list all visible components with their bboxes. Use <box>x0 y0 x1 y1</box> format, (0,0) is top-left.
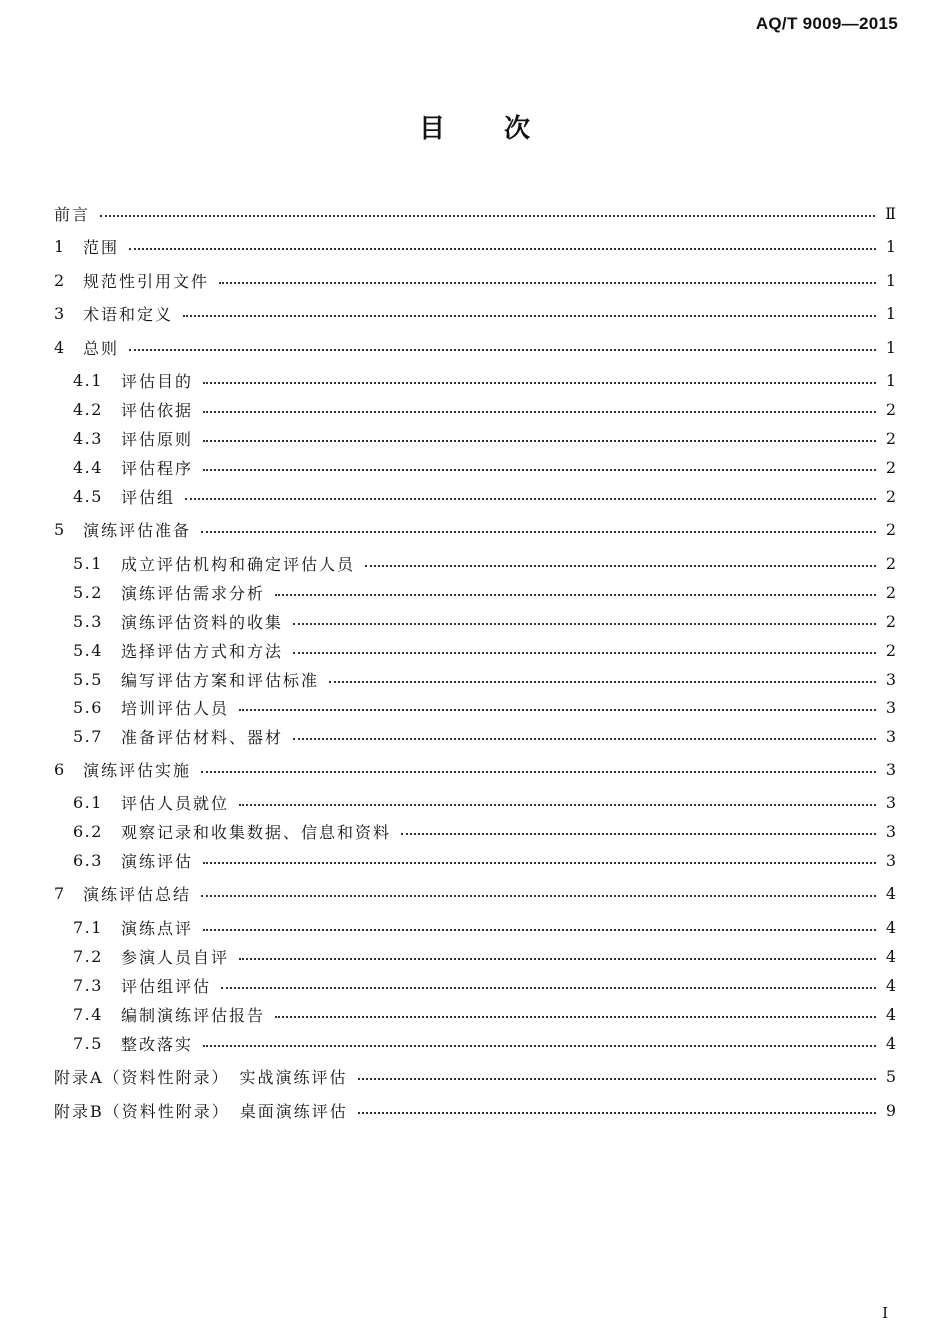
toc-entry-number: 5.1 <box>73 553 103 573</box>
toc-dot-leader <box>358 1112 876 1114</box>
toc-entry-number: 5.7 <box>73 726 103 746</box>
toc-entry-label: 演练评估实施 <box>83 760 192 780</box>
toc-entry[interactable] <box>73 667 896 691</box>
toc-entry-label: 演练评估总结 <box>83 884 192 904</box>
toc-entry-number: 4.5 <box>73 486 103 506</box>
toc-dot-leader <box>203 440 876 442</box>
toc-entry-number: 4.4 <box>73 457 103 477</box>
toc-entry[interactable] <box>54 881 896 905</box>
toc-entry-label: 培训评估人员 <box>121 698 230 718</box>
toc-entry[interactable] <box>73 455 896 479</box>
toc-entry[interactable] <box>54 201 896 225</box>
toc-dot-leader <box>219 282 876 284</box>
toc-entry-number: 7.4 <box>73 1004 103 1024</box>
toc-entry-page: 2 <box>885 519 896 539</box>
toc-entry-label: 观察记录和收集数据、信息和资料 <box>121 822 392 842</box>
toc-entry-label: 整改落实 <box>121 1034 194 1054</box>
toc-entry-number: 7.3 <box>73 975 103 995</box>
toc-dot-leader <box>275 1016 876 1018</box>
toc-entry-page: 2 <box>885 582 896 602</box>
toc-entry-label: 演练点评 <box>121 918 194 938</box>
toc-entry-number: 4.2 <box>73 399 103 419</box>
toc-entry[interactable] <box>73 724 896 748</box>
toc-entry-number: 7.5 <box>73 1033 103 1053</box>
toc-dot-leader <box>203 1045 876 1047</box>
toc-entry[interactable] <box>54 517 896 541</box>
toc-entry-number: 5.4 <box>73 640 103 660</box>
toc-entry-page: 2 <box>885 611 896 631</box>
toc-entry-label: 术语和定义 <box>83 304 174 324</box>
toc-entry-page: 3 <box>885 697 896 717</box>
toc-entry-label: 附录B（资料性附录） 桌面演练评估 <box>54 1101 348 1121</box>
toc-entry-page: 2 <box>885 399 896 419</box>
toc-entry-label: 评估目的 <box>121 371 194 391</box>
toc-entry-page: 4 <box>885 883 896 903</box>
toc-entry[interactable] <box>73 1002 896 1026</box>
toc-entry-number: 1 <box>54 236 65 256</box>
toc-entry-page: 3 <box>885 669 896 689</box>
toc-entry[interactable] <box>73 973 896 997</box>
toc-dot-leader <box>185 498 876 500</box>
toc-entry[interactable] <box>73 484 896 508</box>
toc-dot-leader <box>129 248 876 250</box>
toc-dot-leader <box>401 833 876 835</box>
toc-dot-leader <box>293 623 876 625</box>
toc-entry-label: 范围 <box>83 237 120 257</box>
toc-entry[interactable] <box>54 335 896 359</box>
toc-entry-number: 6.3 <box>73 850 103 870</box>
toc-entry-page: 3 <box>885 792 896 812</box>
toc-entry-page: 3 <box>885 726 896 746</box>
toc-entry-page: 1 <box>885 270 896 290</box>
page-number: I <box>882 1304 888 1322</box>
toc-dot-leader <box>203 862 876 864</box>
toc-entry-page: 2 <box>885 457 896 477</box>
toc-dot-leader <box>293 738 876 740</box>
toc-entry-page: 4 <box>885 975 896 995</box>
toc-entry[interactable] <box>73 580 896 604</box>
toc-entry[interactable] <box>73 944 896 968</box>
toc-entry-label: 演练评估准备 <box>83 520 192 540</box>
toc-entry-number: 5 <box>54 519 65 539</box>
toc-entry-label: 编写评估方案和评估标准 <box>121 670 320 690</box>
toc-entry-number: 7.2 <box>73 946 103 966</box>
toc-dot-leader <box>203 929 876 931</box>
toc-entry-label: 评估组 <box>121 487 176 507</box>
toc-entry-label: 评估原则 <box>121 429 194 449</box>
toc-entry[interactable] <box>73 638 896 662</box>
toc-entry-label: 参演人员自评 <box>121 947 230 967</box>
toc-dot-leader <box>203 411 876 413</box>
toc-dot-leader <box>203 469 876 471</box>
toc-entry[interactable] <box>54 301 896 325</box>
toc-dot-leader <box>201 531 876 533</box>
toc-entry-number: 7 <box>54 883 65 903</box>
toc-entry-number: 4.3 <box>73 428 103 448</box>
toc-entry-label: 总则 <box>83 338 120 358</box>
toc-entry[interactable] <box>54 234 896 258</box>
toc-entry-label: 选择评估方式和方法 <box>121 641 284 661</box>
toc-entry-page: 1 <box>885 370 896 390</box>
toc-entry-page: 4 <box>885 917 896 937</box>
toc-entry-label: 前言 <box>54 204 91 224</box>
toc-entry-label: 评估组评估 <box>121 976 212 996</box>
toc-entry-page: 4 <box>885 946 896 966</box>
toc-dot-leader <box>329 681 876 683</box>
toc-entry[interactable] <box>73 915 896 939</box>
toc-entry[interactable] <box>54 1064 896 1088</box>
toc-entry-page: 4 <box>885 1033 896 1053</box>
toc-entry-page: 2 <box>885 640 896 660</box>
toc-entry[interactable] <box>73 848 896 872</box>
toc-entry-page: 3 <box>885 850 896 870</box>
toc-dot-leader <box>129 349 876 351</box>
toc-entry[interactable] <box>54 268 896 292</box>
toc-entry-number: 5.5 <box>73 669 103 689</box>
toc-entry-number: 5.6 <box>73 697 103 717</box>
toc-dot-leader <box>239 958 876 960</box>
toc-dot-leader <box>201 771 876 773</box>
toc-dot-leader <box>203 382 876 384</box>
toc-dot-leader <box>183 315 876 317</box>
toc-dot-leader <box>293 652 876 654</box>
toc-entry-label: 评估程序 <box>121 458 194 478</box>
toc-entry[interactable] <box>73 368 896 392</box>
toc-dot-leader <box>221 987 876 989</box>
toc-entry-label: 评估人员就位 <box>121 793 230 813</box>
toc-entry-page: 2 <box>885 486 896 506</box>
toc-entry[interactable] <box>73 551 896 575</box>
toc-entry-page: 3 <box>885 759 896 779</box>
toc-entry-number: 6 <box>54 759 65 779</box>
toc-dot-leader <box>239 804 876 806</box>
page-title: 目 次 <box>418 114 532 144</box>
toc-entry-page: 1 <box>885 337 896 357</box>
toc-entry-page: 3 <box>885 821 896 841</box>
toc-entry-number: 7.1 <box>73 917 103 937</box>
toc-entry[interactable] <box>73 397 896 421</box>
toc-entry-page: 2 <box>885 428 896 448</box>
toc-entry[interactable] <box>73 695 896 719</box>
toc-entry-page: 5 <box>885 1066 896 1086</box>
toc-entry-number: 4 <box>54 337 65 357</box>
toc-entry-number: 5.2 <box>73 582 103 602</box>
toc-entry-page: 4 <box>885 1004 896 1024</box>
toc-entry-label: 成立评估机构和确定评估人员 <box>121 554 356 574</box>
toc-entry-label: 演练评估需求分析 <box>121 583 266 603</box>
toc-dot-leader <box>358 1078 876 1080</box>
toc-dot-leader <box>201 895 876 897</box>
toc-entry-label: 演练评估 <box>121 851 194 871</box>
toc-entry[interactable] <box>54 757 896 781</box>
toc-entry-number: 4.1 <box>73 370 103 390</box>
toc-dot-leader <box>365 565 876 567</box>
toc-entry[interactable] <box>73 790 896 814</box>
toc-entry-page: 1 <box>885 236 896 256</box>
toc-entry-page: 9 <box>885 1100 896 1120</box>
toc-entry-label: 准备评估材料、器材 <box>121 727 284 747</box>
standard-code: AQ/T 9009—2015 <box>755 14 898 33</box>
toc-entry-label: 编制演练评估报告 <box>121 1005 266 1025</box>
toc-entry-number: 6.1 <box>73 792 103 812</box>
toc-entry-label: 附录A（资料性附录） 实战演练评估 <box>54 1067 348 1087</box>
toc-entry-number: 2 <box>54 270 65 290</box>
toc-entry[interactable] <box>73 1031 896 1055</box>
toc-entry-page: 1 <box>885 303 896 323</box>
toc-entry-label: 评估依据 <box>121 400 194 420</box>
toc-dot-leader <box>100 215 875 217</box>
toc-entry[interactable] <box>54 1098 896 1122</box>
toc-entry-number: 5.3 <box>73 611 103 631</box>
toc-entry-page: 2 <box>885 553 896 573</box>
toc-entry[interactable] <box>73 426 896 450</box>
toc-entry[interactable] <box>73 819 896 843</box>
toc-entry-label: 规范性引用文件 <box>83 271 210 291</box>
toc-entry[interactable] <box>73 609 896 633</box>
toc-entry-page: Ⅱ <box>885 203 896 223</box>
toc-entry-number: 6.2 <box>73 821 103 841</box>
toc-dot-leader <box>239 709 876 711</box>
toc-entry-label: 演练评估资料的收集 <box>121 612 284 632</box>
toc-dot-leader <box>275 594 876 596</box>
toc-entry-number: 3 <box>54 303 65 323</box>
